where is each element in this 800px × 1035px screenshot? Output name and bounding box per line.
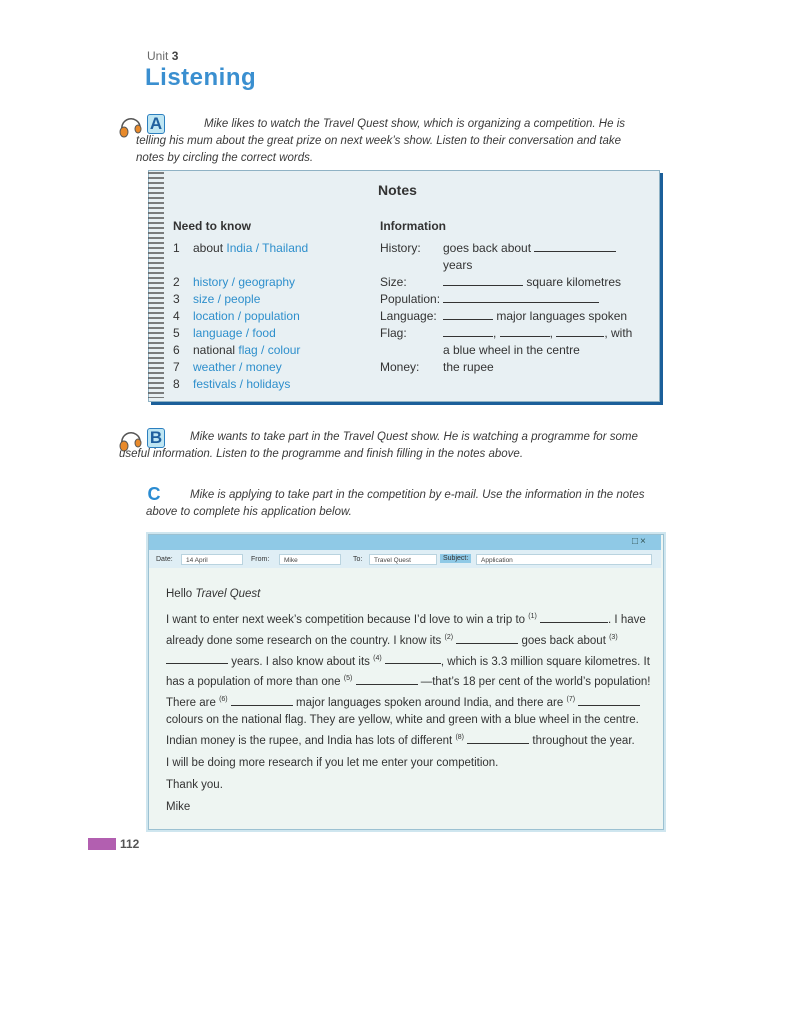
flag-cont: a blue wheel in the centre: [443, 343, 580, 357]
population-row: [380, 291, 655, 308]
thank-you: Thank you.: [166, 778, 223, 791]
choice-text[interactable]: weather / money: [193, 360, 282, 374]
choice-text[interactable]: language / food: [193, 326, 276, 340]
blank-5[interactable]: [356, 673, 418, 685]
language-row: [380, 308, 655, 325]
item-number: 4: [173, 309, 180, 323]
language-label: Language:: [380, 309, 437, 323]
body-text: about: [577, 634, 606, 647]
item-number: 6: [173, 343, 180, 357]
exercise-b-badge: B: [147, 428, 165, 448]
size-text: square kilometres: [526, 275, 622, 289]
blank-2[interactable]: [456, 632, 518, 644]
email-titlebar: [149, 535, 661, 550]
blank-number: (7): [566, 696, 576, 704]
money-text: the rupee: [443, 360, 494, 374]
blank-8[interactable]: [467, 732, 529, 744]
history-blank[interactable]: [534, 240, 616, 252]
notes-title: Notes: [378, 182, 417, 198]
list-item: [173, 325, 373, 342]
exercise-c-instruction: [146, 484, 656, 521]
body-text: square kilometres. It has a population of more than one: [166, 655, 650, 689]
exercise-a-instruction: [136, 116, 656, 167]
date-field[interactable]: 14 April: [181, 554, 243, 565]
size-label: Size:: [380, 275, 407, 289]
blank-4[interactable]: [385, 652, 441, 664]
page-title: Listening: [145, 64, 257, 91]
exercise-c-badge: C: [147, 484, 161, 504]
item-prefix: about: [193, 241, 227, 255]
unit-prefix: Unit: [147, 49, 169, 63]
language-blank[interactable]: [443, 308, 493, 320]
item-number: 7: [173, 360, 180, 374]
choice-text[interactable]: flag / colour: [238, 343, 301, 357]
blank-number: (4): [373, 654, 382, 662]
population-blank[interactable]: [443, 291, 599, 303]
blank-number: (3): [609, 633, 618, 641]
email-paragraph: [166, 608, 656, 750]
language-text: major languages spoken: [496, 309, 628, 323]
flag-label: Flag:: [380, 326, 407, 340]
from-label: From:: [251, 556, 270, 563]
date-label: Date:: [156, 556, 173, 563]
item-number: 8: [173, 377, 180, 391]
flag-blank-1[interactable]: [443, 325, 493, 337]
exercise-a-badge: A: [147, 114, 165, 134]
blank-3[interactable]: [166, 652, 228, 664]
greeting-name: Travel Quest: [195, 588, 261, 600]
need-to-know-heading: Need to know: [173, 219, 252, 233]
instruction-line: Mike is applying to take part in the competition by e-mail. Use the information in the notes: [190, 489, 645, 501]
instruction-line: notes by circling the correct words.: [136, 152, 314, 164]
flag-blank-2[interactable]: [500, 325, 550, 337]
body-text: . I: [608, 613, 618, 626]
choice-text[interactable]: India / Thailand: [226, 241, 309, 255]
subject-field[interactable]: Application: [476, 554, 652, 565]
money-row: [380, 359, 655, 376]
to-field[interactable]: Travel Quest: [369, 554, 437, 565]
flag-blank-3[interactable]: [556, 325, 604, 337]
population-label: Population:: [380, 292, 441, 306]
choice-text[interactable]: size / people: [193, 292, 261, 306]
information-heading: Information: [380, 219, 446, 233]
blank-number: (5): [343, 675, 353, 683]
body-text: have already done some research on the country. I know its: [166, 613, 646, 647]
list-item: [173, 376, 373, 393]
instruction-line: Mike likes to watch the Travel Quest show, which is organizing a competition. He is: [204, 118, 625, 130]
history-label: History:: [380, 241, 421, 255]
body-text: India, and there are: [463, 697, 564, 710]
body-text: different: [410, 734, 453, 747]
body-text: , which is 3.3 million: [440, 655, 544, 668]
body-text: throughout the year.: [532, 734, 635, 747]
window-controls[interactable]: □×: [632, 536, 648, 547]
body-text: green with a blue wheel in the centre. Indian money is the rupee, and India has lots of: [166, 714, 639, 747]
choice-text[interactable]: location / population: [193, 309, 300, 323]
body-text: cent of the world’s population! There are: [166, 676, 651, 710]
from-field[interactable]: Mike: [279, 554, 341, 565]
body-text: I want to enter next week’s competition because I’d love to win a trip to: [166, 613, 526, 626]
spiral-binding: [148, 172, 164, 398]
size-blank[interactable]: [443, 274, 523, 286]
choice-text[interactable]: history / geography: [193, 275, 296, 289]
blank-6[interactable]: [231, 694, 293, 706]
history-text: goes back about: [443, 241, 532, 255]
body-text: —that’s 18 per: [420, 676, 496, 689]
blank-7[interactable]: [578, 694, 640, 706]
instruction-line: telling his mum about the great prize on next week’s show. Listen to their conversation and take: [136, 135, 621, 147]
history-row-cont: [380, 257, 655, 274]
history-row: [380, 240, 655, 257]
choice-text[interactable]: festivals / holidays: [193, 377, 291, 391]
instruction-line: above to complete his application below.: [146, 506, 352, 518]
list-item: [173, 308, 373, 325]
body-text: years. I also know about its: [231, 655, 370, 668]
blank-number: (8): [455, 734, 464, 742]
instruction-line: useful information. Listen to the programme and finish filling in the notes above.: [119, 448, 524, 460]
flag-row-cont: [380, 342, 655, 359]
item-number: 5: [173, 326, 180, 340]
list-item: [173, 274, 373, 291]
list-item: [173, 291, 373, 308]
signature: Mike: [166, 800, 191, 813]
email-body: [166, 586, 656, 816]
money-label: Money:: [380, 360, 420, 374]
blank-number: (1): [528, 613, 537, 620]
blank-number: (6): [219, 696, 228, 704]
item-number: 3: [173, 292, 180, 306]
list-item: [173, 240, 373, 257]
list-item: [173, 342, 373, 359]
information-list: [380, 240, 655, 376]
size-row: [380, 274, 655, 291]
blank-1[interactable]: [540, 611, 608, 623]
blank-number: (2): [444, 633, 454, 641]
page-number: 112: [120, 837, 140, 851]
subject-label: Subject:: [440, 554, 471, 563]
history-cont: years: [443, 258, 473, 272]
greeting: [166, 586, 656, 603]
item-number: 1: [173, 241, 180, 255]
greeting-text: Hello: [166, 588, 196, 600]
closing-line: I will be doing more research if you let me enter your competition.: [166, 756, 499, 769]
list-item: [173, 359, 373, 376]
exercise-b-instruction: [119, 429, 659, 463]
unit-number: 3: [171, 49, 179, 63]
instruction-line: Mike wants to take part in the Travel Quest show. He is watching a programme for some: [190, 431, 638, 443]
to-label: To:: [353, 556, 363, 563]
body-text: goes back: [521, 634, 574, 647]
body-text: major languages spoken around: [296, 697, 461, 710]
unit-label: [147, 49, 178, 63]
item-number: 2: [173, 275, 180, 289]
flag-row: Flag: , , , with: [380, 326, 633, 340]
page-tab: [88, 838, 116, 850]
body-text: colours on the national flag. They are yellow, white and: [166, 714, 446, 727]
flag-text: , with: [604, 326, 633, 340]
need-to-know-list: [173, 240, 373, 393]
item-prefix: national: [193, 343, 239, 357]
